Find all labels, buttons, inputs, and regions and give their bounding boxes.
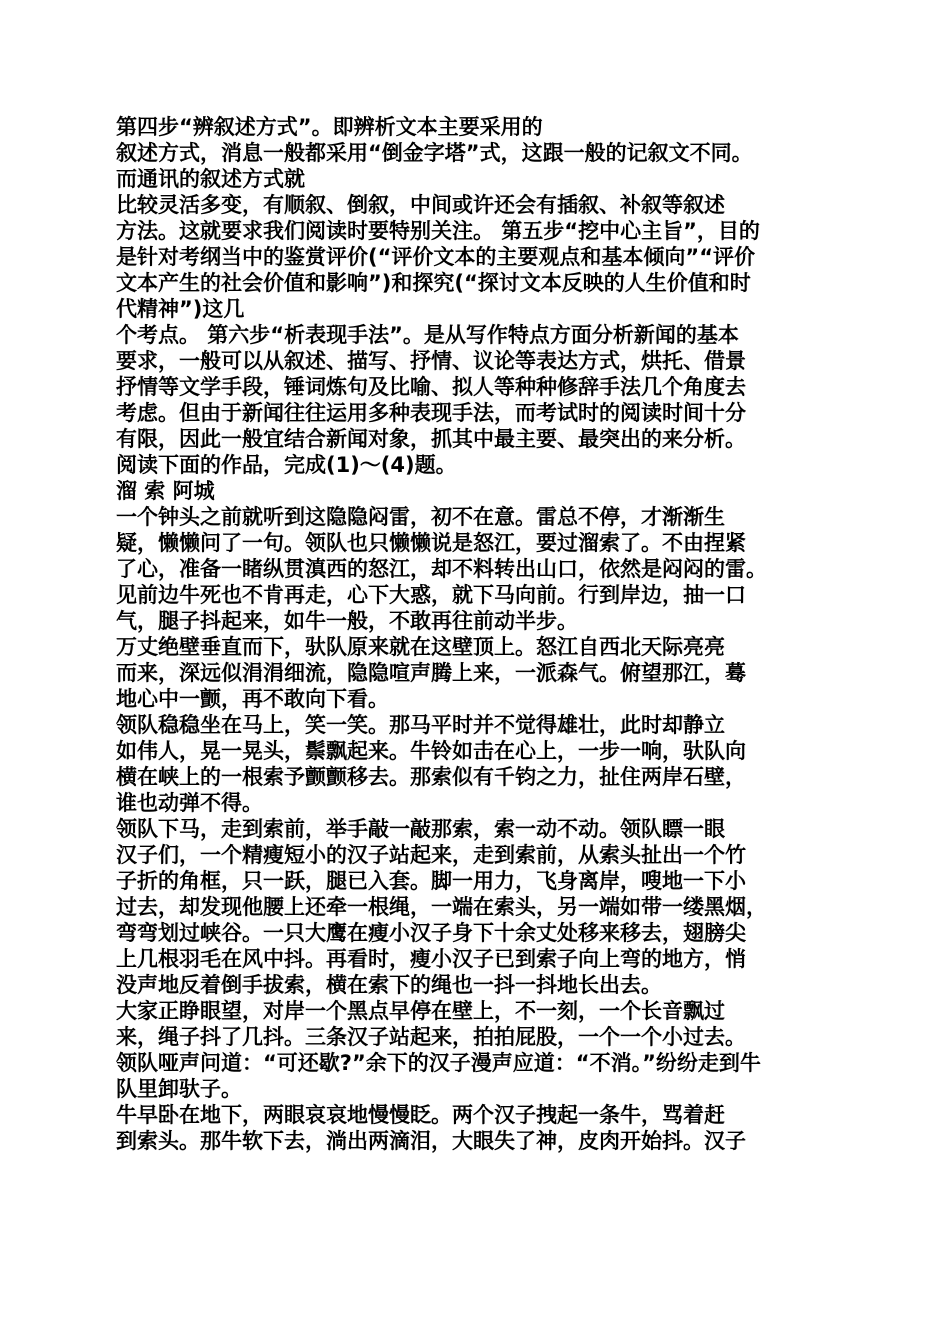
text-line: 抒情等文学手段，锤词炼句及比喻、拟人等种种修辞手法几个角度去 bbox=[116, 375, 746, 399]
text-line: 弯弯划过峡谷。一只大鹰在瘦小汉子身下十余丈处移来移去，翅膀尖 bbox=[116, 921, 746, 945]
text-line: 了心，准备一睹纵贯滇西的怒江，却不料转出山口，依然是闷闷的雷。 bbox=[116, 557, 767, 581]
text-line: 代精神”)这几 bbox=[116, 297, 245, 321]
text-line: 上几根羽毛在风中抖。再看时，瘦小汉子已到索子向上弯的地方，悄 bbox=[116, 947, 746, 971]
text-line: 领队哑声问道：“可还歇?”余下的汉子漫声应道：“不消。”纷纷走到牛 bbox=[116, 1051, 761, 1075]
text-line: 如伟人，晃一晃头，鬃飘起来。牛铃如击在心上，一步一响，驮队向 bbox=[116, 739, 746, 763]
text-line: 而通讯的叙述方式就 bbox=[116, 167, 305, 191]
text-line: 第四步“辨叙述方式”。即辨析文本主要采用的 bbox=[116, 115, 543, 139]
text-line: 汉子们，一个精瘦短小的汉子站起来，走到索前，从索头扯出一个竹 bbox=[116, 843, 746, 867]
text-line: 来，绳子抖了几抖。三条汉子站起来，拍拍屁股，一个一个小过去。 bbox=[116, 1025, 746, 1049]
text-line: 阅读下面的作品，完成(1)～(4)题。 bbox=[116, 453, 457, 477]
text-line: 到索头。那牛软下去，淌出两滴泪，大眼失了神，皮肉开始抖。汉子 bbox=[116, 1129, 746, 1153]
document-body bbox=[116, 114, 850, 1154]
text-line: 领队下马，走到索前，举手敲一敲那索，索一动不动。领队瞟一眼 bbox=[116, 817, 725, 841]
text-line: 谁也动弹不得。 bbox=[116, 791, 263, 815]
text-line: 地心中一颤，再不敢向下看。 bbox=[116, 687, 389, 711]
text-line: 个考点。 第六步“析表现手法”。是从写作特点方面分析新闻的基本 bbox=[116, 323, 739, 347]
text-line: 没声地反着倒手拔索，横在索下的绳也一抖一抖地长出去。 bbox=[116, 973, 662, 997]
text-line: 见前边牛死也不肯再走，心下大惑，就下马向前。行到岸边，抽一口 bbox=[116, 583, 746, 607]
text-line: 万丈绝壁垂直而下，驮队原来就在这壁顶上。怒江自西北天际亮亮 bbox=[116, 635, 725, 659]
text-line: 队里卸驮子。 bbox=[116, 1077, 242, 1101]
text-line: 考虑。但由于新闻往往运用多种表现手法，而考试时的阅读时间十分 bbox=[116, 401, 746, 425]
text-line: 牛早卧在地下，两眼哀哀地慢慢眨。两个汉子拽起一条牛，骂着赶 bbox=[116, 1103, 725, 1127]
text-line: 而来，深远似涓涓细流，隐隐喧声腾上来，一派森气。俯望那江，蓦 bbox=[116, 661, 746, 685]
text-line: 横在峡上的一根索予颤颤移去。那索似有千钧之力，扯住两岸石壁， bbox=[116, 765, 746, 789]
text-line: 疑，懒懒问了一句。领队也只懒懒说是怒江，要过溜索了。不由捏紧 bbox=[116, 531, 746, 555]
text-line: 一个钟头之前就听到这隐隐闷雷，初不在意。雷总不停，才渐渐生 bbox=[116, 505, 725, 529]
story-title: 溜 索 阿城 bbox=[116, 479, 215, 503]
text-line: 有限，因此一般宜结合新闻对象，抓其中最主要、最突出的来分析。 bbox=[116, 427, 746, 451]
text-line: 文本产生的社会价值和影响”)和探究(“探讨文本反映的人生价值和时 bbox=[116, 271, 751, 295]
text-line: 比较灵活多变，有顺叙、倒叙，中间或许还会有插叙、补叙等叙述 bbox=[116, 193, 725, 217]
text-line: 领队稳稳坐在马上，笑一笑。那马平时并不觉得雄壮，此时却静立 bbox=[116, 713, 725, 737]
text-line: 方法。这就要求我们阅读时要特别关注。 第五步“挖中心主旨”，目的 bbox=[116, 219, 760, 243]
text-line: 是针对考纲当中的鉴赏评价(“评价文本的主要观点和基本倾向”“评价 bbox=[116, 245, 756, 269]
text-line: 过去，却发现他腰上还牵一根绳，一端在索头，另一端如带一缕黑烟， bbox=[116, 895, 767, 919]
text-line: 子折的角框，只一跃，腿已入套。脚一用力，飞身离岸，嗖地一下小 bbox=[116, 869, 746, 893]
text-line: 气，腿子抖起来，如牛一般，不敢再往前动半步。 bbox=[116, 609, 578, 633]
text-line: 大家正睁眼望，对岸一个黑点早停在壁上，不一刻，一个长音飘过 bbox=[116, 999, 725, 1023]
text-line: 要求，一般可以从叙述、描写、抒情、议论等表达方式，烘托、借景 bbox=[116, 349, 746, 373]
text-line: 叙述方式，消息一般都采用“倒金字塔”式，这跟一般的记叙文不同。 bbox=[116, 141, 753, 165]
